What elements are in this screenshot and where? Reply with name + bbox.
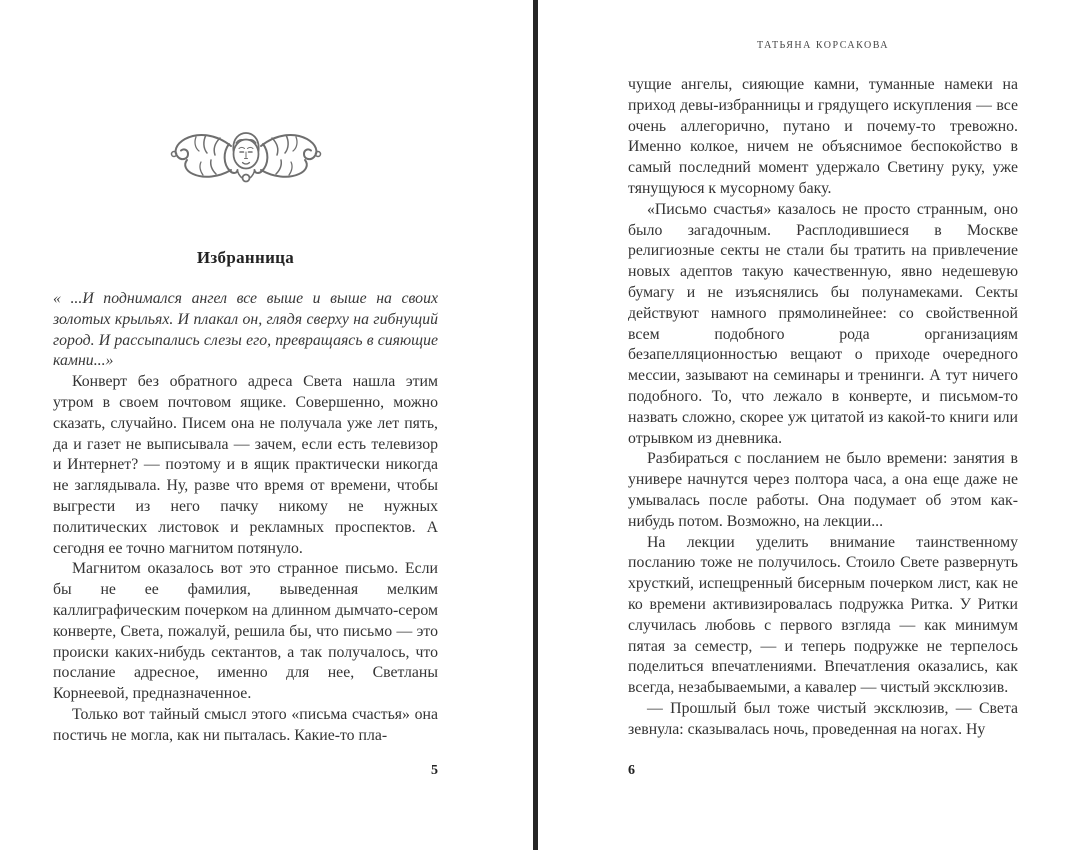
paragraph: На лекции уделить внимание таинственному посланию тоже не получилось. Стоило Свете развернуть хрусткий, испещренный бисерным почерком лист, как не ко времени активизировалась подружка Ритка. У Ритки случилась любовь с первого взгляда — как минимум пятая за семестр, — и теперь подружке не терпелось поделиться впечатлениями. Впечатления оказались, как всегда, незабываемыми, а кавалер — чистый эксклюзив. bbox=[628, 533, 1018, 697]
paragraph-continuation: чущие ангелы, сияющие камни, туманные намеки на приход девы-избранницы и грядущего искупления — все очень аллегорично, путано и почему-то тревожно. Именно колкое, ничем не объяснимое беспокойство в самый последний момент удержало Светину руку, уже тянущуюся к мусорному баку. bbox=[628, 76, 1018, 197]
page-number-right: 6 bbox=[628, 763, 635, 778]
mascaron-face-icon bbox=[156, 126, 336, 196]
paragraph: Только вот тайный смысл этого «письма счастья» она постичь не могла, как ни пыталась. Какие-то пла- bbox=[53, 705, 438, 744]
paragraph: Конверт без обратного адреса Света нашла этим утром в своем почтовом ящике. Совершенно, можно сказать, случайно. Писем она не получала уже лет пять, да и газет не выписывала — зачем, если есть телевизор и Интернет? — поэтому и в ящик практически никогда не заглядывала. Ну, разве что время от времени, чтобы выгрести из него пачку никому не нужных политических листовок и рекламных проспектов. А сегодня ее точно магнитом потянуло. bbox=[53, 373, 438, 557]
page-number-left: 5 bbox=[431, 763, 438, 778]
paragraph: Разбираться с посланием не было времени: занятия в универе начнутся через полтора часа, а она еще даже не умывалась после работы. Она подумает об этом как-нибудь потом. Возможно, на лекции... bbox=[628, 450, 1018, 530]
chapter-title: Избранница bbox=[196, 248, 295, 267]
paragraph: «Письмо счастья» казалось не просто странным, оно было загадочным. Расплодившиеся в Москве религиозные секты не стали бы тратить на привлечение новых адептов такую качественную, явно недешевую бумагу и не изъяснялись бы полунамеками. Секты действуют намного прямолинейнее: со свойственной всем подобного рода организациям безапелляционностью вещают о приходе очередного мессии, зазывают на семинары и тренинги. А тут ничего подобного. То, что лежало в конверте, и письмом-то назвать сложно, скорее уж цитатой из какой-то книги или отрывком из дневника. bbox=[628, 200, 1018, 447]
right-page-text-column bbox=[628, 75, 1018, 741]
paragraph: — Прошлый был тоже чистый эксклюзив, — Света зевнула: сказывалась ночь, проведенная на ногах. Ну bbox=[628, 699, 1018, 738]
left-page-text-column bbox=[53, 289, 438, 747]
left-page bbox=[0, 0, 533, 850]
paragraph: Магнитом оказалось вот это странное письмо. Если бы не ее фамилия, выведенная мелким каллиграфическим почерком на длинном дымчато-сером конверте, Света, пожалуй, решила бы, что письмо — это происки каких-нибудь сектантов, а так получалось, что послание адресное, именно для нее, Светланы Корнеевой, предназначенное. bbox=[53, 560, 438, 703]
vignette-ornament bbox=[53, 126, 438, 201]
running-header-author: ТАТЬЯНА КОРСАКОВА bbox=[756, 40, 889, 51]
right-page bbox=[538, 0, 1072, 850]
epigraph: « ...И поднимался ангел все выше и выше на своих золотых крыльях. И плакал он, глядя сверху на гибнущий город. И рассыпались слезы его, превращаясь в сияющие камни...» bbox=[53, 290, 438, 370]
